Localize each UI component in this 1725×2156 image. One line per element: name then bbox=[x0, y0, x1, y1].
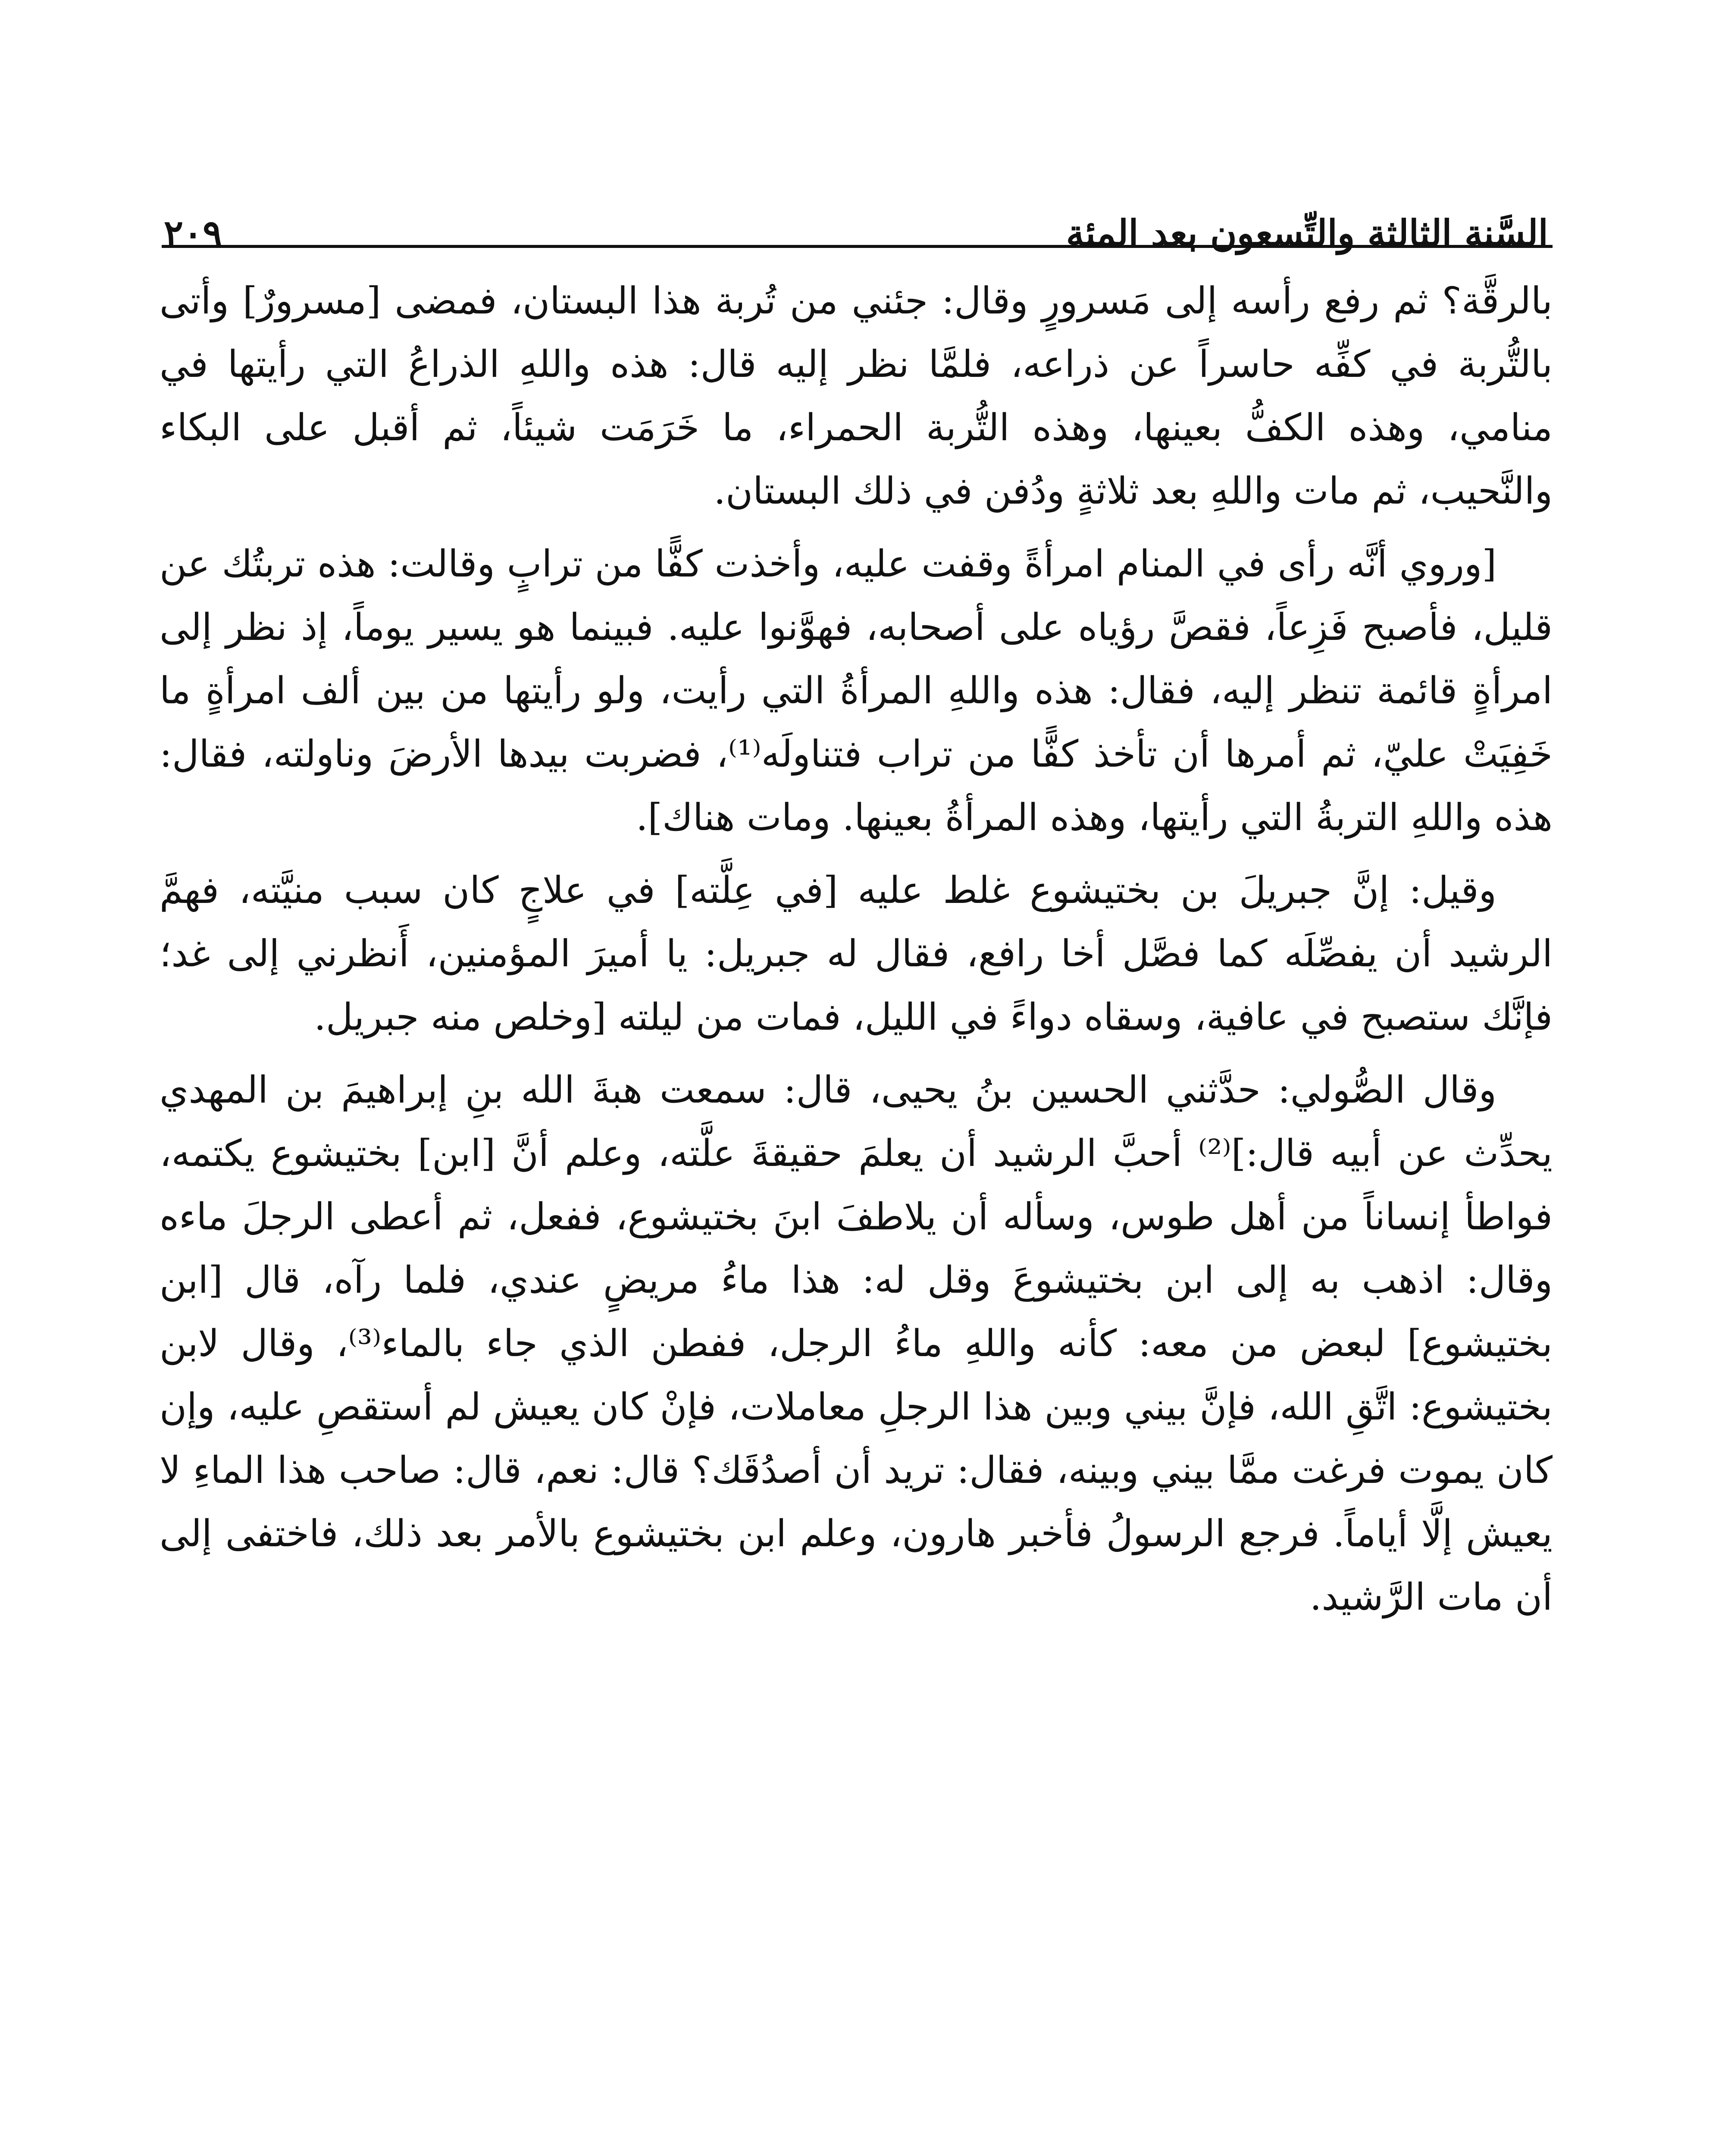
page-header bbox=[164, 142, 1548, 254]
paragraph-2: [وروي أنَّه رأى في المنام امرأةً وقفت عليه، وأخذت كفًّا من ترابٍ وقالت: هذه تربتُك عن قليل، فأصبح فَزِعاً، فقصَّ رؤياه على أصحابه، فهوَّنوا عليه. فبينما هو يسير يوماً، إذ نظر إلى امرأةٍ قائمة تنظر إليه، فقال: هذه واللهِ المرأةُ التي رأيت، ولو رأيتها من بين ألف امرأةٍ ما خَفِيَتْ عليّ، ثم أمرها أن تأخذ كفًّا من تراب فتناولَه⁽¹⁾، فضربت بيدها الأرضَ وناولته، فقال: هذه واللهِ التربةُ التي رأيتها، وهذه المرأةُ بعينها. ومات هناك]. bbox=[160, 542, 1553, 839]
running-title: السَّنة الثالثة والتِّسعون بعد المئة bbox=[1066, 212, 1548, 254]
paragraph-3: وقيل: إنَّ جبريلَ بن بختيشوع غلط عليه [في عِلَّته] في علاجٍ كان سبب منيَّته، فهمَّ الرشيد أن يفصِّلَه كما فصَّل أخا رافع، فقال له جبريل: يا أميرَ المؤمنين، أَنظرني إلى غد؛ فإنَّك ستصبح في عافية، وسقاه دواءً في الليل، فمات من ليلته [وخلص منه جبريل. bbox=[160, 869, 1553, 1039]
header-divider bbox=[162, 245, 1553, 248]
main-text bbox=[160, 270, 1553, 1639]
paragraph-1: بالرقَّة؟ ثم رفع رأسه إلى مَسرورٍ وقال: جئني من تُربة هذا البستان، فمضى [مسرورٌ] وأتى بالتُّربة في كفِّه حاسراً عن ذراعه، فلمَّا نظر إليه قال: هذه واللهِ الذراعُ التي رأيتها في منامي، وهذه الكفُّ بعينها، وهذه التُّربة الحمراء، ما خَرَمَت شيئاً، ثم أقبل على البكاء والنَّحيب، ثم مات واللهِ بعد ثلاثةٍ ودُفن في ذلك البستان. bbox=[160, 279, 1553, 513]
page-number: ٢٠٩ bbox=[164, 212, 222, 254]
paragraph-4: وقال الصُّولي: حدَّثني الحسين بنُ يحيى، قال: سمعت هبةَ الله بنِ إبراهيمَ بن المهدي يحدِّث عن أبيه قال:]⁽²⁾ أحبَّ الرشيد أن يعلمَ حقيقةَ علَّته، وعلم أنَّ [ابن] بختيشوع يكتمه، فواطأ إنساناً من أهل طوس، وسأله أن يلاطفَ ابنَ بختيشوع، ففعل، ثم أعطى الرجلَ ماءه وقال: اذهب به إلى ابن بختيشوعَ وقل له: هذا ماءُ مريضٍ عندي، فلما رآه، قال [ابن بختيشوع] لبعض من معه: كأنه واللهِ ماءُ الرجل، ففطن الذي جاء بالماء⁽³⁾، وقال لابن بختيشوع: اتَّقِ الله، فإنَّ بيني وبين هذا الرجلِ معاملات، فإنْ كان يعيش لم أستقصِ عليه، وإن كان يموت فرغت ممَّا بيني وبينه، فقال: تريد أن أصدُقَك؟ قال: نعم، قال: صاحب هذا الماءِ لا يعيش إلَّا أياماً. فرجع الرسولُ فأخبر هارون، وعلم ابن بختيشوع بالأمر بعد ذلك، فاختفى إلى أن مات الرَّشيد. bbox=[160, 1069, 1553, 1619]
